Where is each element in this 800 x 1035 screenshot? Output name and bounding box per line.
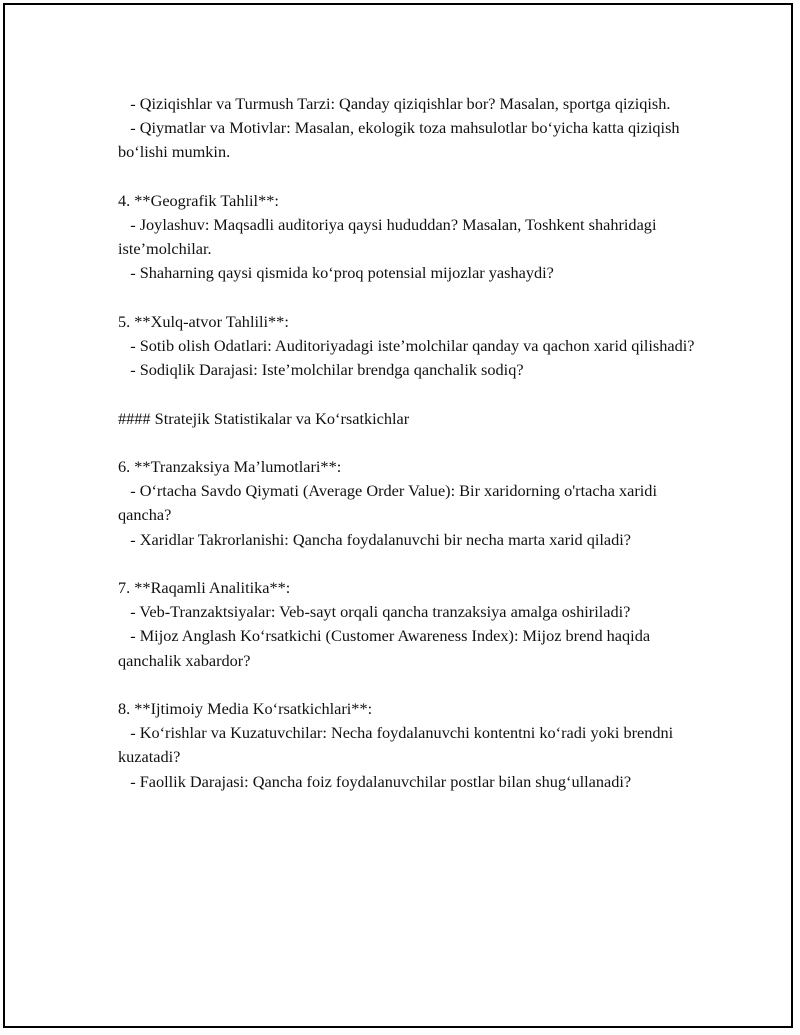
list-item: - Ko‘rishlar va Kuzatuvchilar: Necha foydalanuvchi kontentni ko‘radi yoki brendni kuzatadi? — [118, 723, 678, 767]
section-heading: 6. **Tranzaksiya Ma’lumotlari**: — [118, 456, 342, 476]
list-item: - Xaridlar Takrorlanishi: Qancha foydalanuvchi bir necha marta xarid qiladi? — [118, 529, 632, 549]
list-item: - Sotib olish Odatlari: Auditoriyadagi iste’molchilar qanday va qachon xarid qilishadi? — [118, 336, 695, 355]
list-item: - Sodiqlik Darajasi: Iste’molchilar brendga qanchalik sodiq? — [118, 360, 524, 380]
list-item: - Qiymatlar va Motivlar: Masalan, ekologik toza mahsulotlar bo‘yicha katta qiziqish bo‘lishi mumkin. — [118, 118, 684, 162]
list-item: - Qiziqishlar va Turmush Tarzi: Qanday qiziqishlar bor? Masalan, sportga qiziqish. — [118, 94, 671, 113]
paragraph-gap — [118, 673, 698, 697]
paragraph-gap — [118, 286, 698, 310]
subheading: #### Stratejik Statistikalar va Ko‘rsatkichlar — [118, 408, 410, 428]
section-heading: 8. **Ijtimoiy Media Ko‘rsatkichlari**: — [118, 698, 373, 718]
list-item: - O‘rtacha Savdo Qiymati (Average Order Value): Bir xaridorning o'rtacha xaridi qancha? — [118, 481, 662, 525]
paragraph-gap — [118, 382, 698, 406]
section-heading: 5. **Xulq-atvor Tahlili**: — [118, 311, 289, 331]
paragraph-gap — [118, 552, 698, 576]
list-item: - Faollik Darajasi: Qancha foiz foydalanuvchilar postlar bilan shug‘ullanadi? — [118, 771, 632, 791]
document-body — [118, 92, 698, 794]
section-heading: 4. **Geografik Tahlil**: — [118, 190, 279, 210]
list-item: - Veb-Tranzaktsiyalar: Veb-sayt orqali qancha tranzaksiya amalga oshiriladi? — [118, 602, 631, 622]
paragraph-gap — [118, 165, 698, 189]
list-item: - Shaharning qaysi qismida ko‘proq potensial mijozlar yashaydi? — [118, 263, 554, 283]
list-item: - Mijoz Anglash Ko‘rsatkichi (Customer Awareness Index): Mijoz brend haqida qanchalik xabardor? — [118, 626, 655, 670]
section-heading: 7. **Raqamli Analitika**: — [118, 577, 291, 597]
paragraph-gap — [118, 431, 698, 455]
list-item: - Joylashuv: Maqsadli auditoriya qaysi hududdan? Masalan, Toshkent shahridagi iste’molchilar. — [118, 215, 661, 259]
